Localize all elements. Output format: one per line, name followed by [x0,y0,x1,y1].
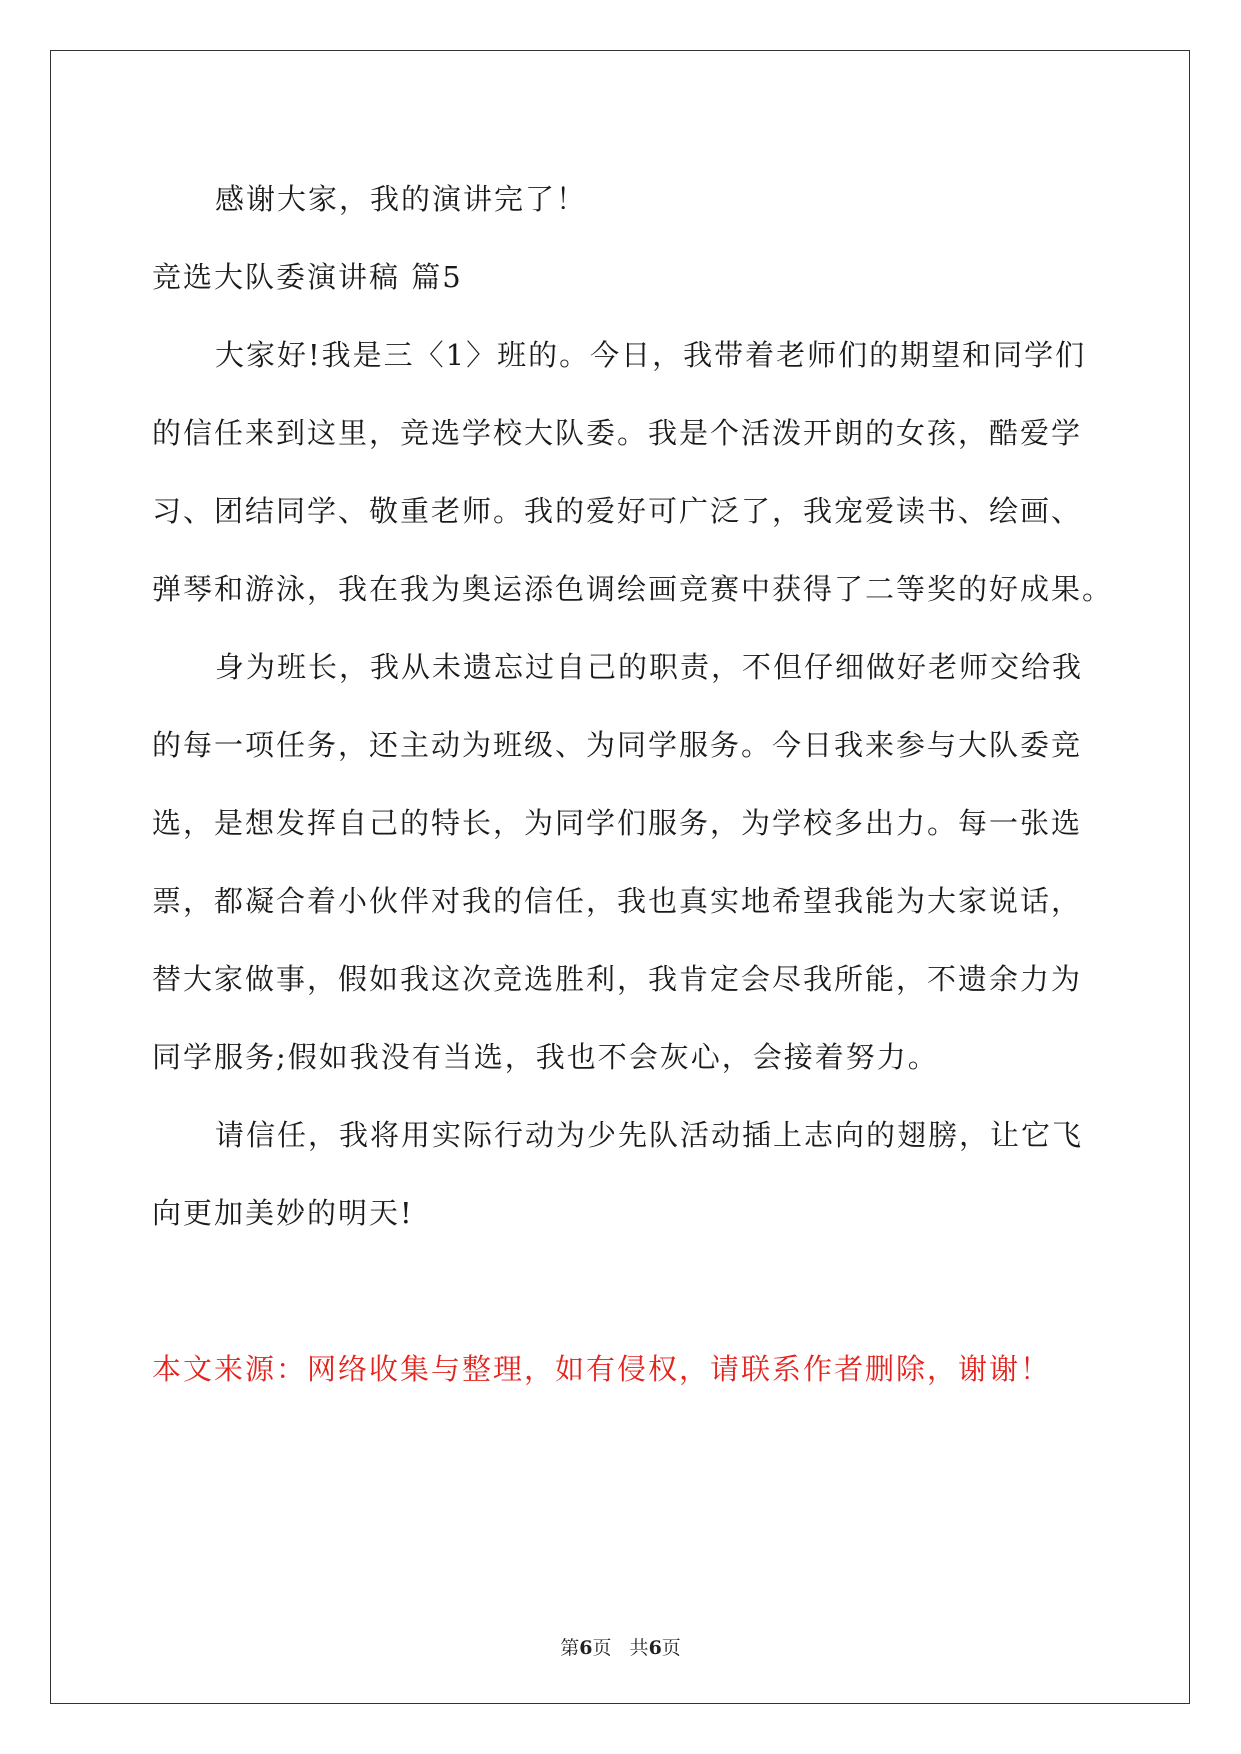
spacer [152,1252,1096,1330]
paragraph-line: 票，都凝合着小伙伴对我的信任，我也真实地希望我能为大家说话， [152,884,1083,918]
paragraph-line: 身为班长，我从未遗忘过自己的职责，不但仔细做好老师交给我 [215,650,1084,684]
paragraph-line: 弹琴和游泳，我在我为奥运添色调绘画竞赛中获得了二等奖的好成果。 [152,572,1114,606]
paragraph-line: 选，是想发挥自己的特长，为同学们服务，为学校多出力。每一张选 [152,806,1083,840]
paragraph-line: 的每一项任务，还主动为班级、为同学服务。今日我来参与大队委竞 [152,728,1083,762]
paragraph-line: 同学服务;假如我没有当选，我也不会灰心，会接着努力。 [152,1040,939,1074]
source-note: 本文来源：网络收集与整理，如有侵权，请联系作者删除，谢谢！ [152,1352,1052,1386]
section-heading: 竞选大队委演讲稿 篇5 [152,260,463,294]
footer-middle: 页 共 [592,1637,649,1659]
paragraph-line: 向更加美妙的明天! [152,1196,414,1230]
paragraph-line: 习、团结同学、敬重老师。我的爱好可广泛了，我宠爱读书、绘画、 [152,494,1083,528]
document-body [152,160,1114,1408]
footer-total-pages: 6 [648,1637,662,1659]
footer-suffix: 页 [661,1637,681,1659]
paragraph-line: 请信任，我将用实际行动为少先队活动插上志向的翅膀，让它飞 [215,1118,1084,1152]
paragraph-line: 替大家做事，假如我这次竞选胜利，我肯定会尽我所能，不遗余力为 [152,962,1083,996]
footer-current-page: 6 [579,1637,593,1659]
footer-prefix: 第 [560,1637,580,1659]
paragraph-line: 大家好!我是三〈1〉班的。今日，我带着老师们的期望和同学们 [215,338,1087,372]
page-footer [0,1633,1241,1660]
paragraph-line: 的信任来到这里，竞选学校大队委。我是个活泼开朗的女孩，酷爱学 [152,416,1083,450]
closing-line: 感谢大家，我的演讲完了！ [215,182,588,216]
